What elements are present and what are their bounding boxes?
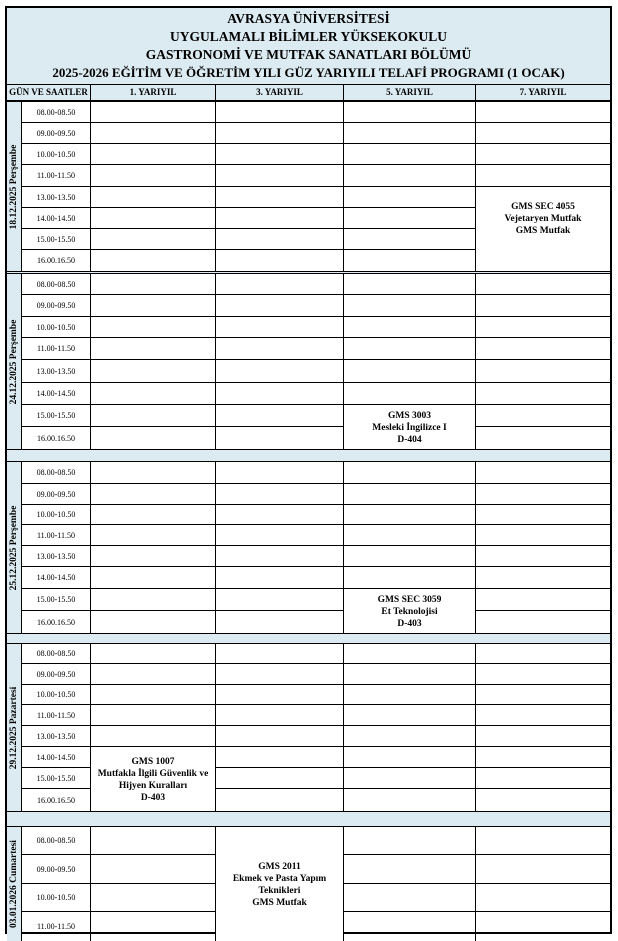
time-slot-row <box>22 338 610 360</box>
course-detail: Vejetaryen Mutfak <box>504 214 582 224</box>
schedule-cell <box>476 405 610 426</box>
course-detail: D-403 <box>140 792 166 803</box>
course-block-gms-sec-4055 <box>476 188 610 250</box>
time-slot-label: 10.00-10.50 <box>22 685 91 704</box>
schedule-cell <box>91 165 216 186</box>
schedule-cell <box>216 589 344 610</box>
time-slot-label: 08.00-08.50 <box>22 102 91 122</box>
schedule-cell <box>344 855 476 883</box>
time-slot-label: 10.00-10.50 <box>22 144 91 164</box>
schedule-cell <box>344 187 476 207</box>
schedule-cell <box>476 274 610 294</box>
column-header-day-time: GÜN VE SAATLER <box>7 85 91 100</box>
schedule-cell <box>476 250 610 271</box>
column-header-row <box>7 85 610 102</box>
schedule-cell <box>476 664 610 684</box>
time-slot-label: 16.00.16.50 <box>22 611 91 633</box>
day-block <box>7 827 610 941</box>
schedule-cell <box>216 768 344 788</box>
schedule-cell <box>344 726 476 746</box>
day-block <box>7 102 610 271</box>
schedule-cell <box>476 165 610 186</box>
time-slot-label: 11.00-11.50 <box>22 165 91 186</box>
schedule-cell <box>344 165 476 186</box>
schedule-cell <box>91 546 216 566</box>
day-label <box>7 102 22 271</box>
schedule-cell <box>91 123 216 143</box>
schedule-cell <box>476 123 610 143</box>
time-slot-row <box>22 705 610 726</box>
schedule-cell <box>91 685 216 704</box>
time-slot-row <box>22 405 610 427</box>
schedule-cell <box>91 250 216 271</box>
day-label-text: 29.12.2025 Pazartesi <box>9 686 19 769</box>
schedule-cell <box>91 427 216 449</box>
schedule-cell <box>216 567 344 588</box>
schedule-cell <box>91 884 216 911</box>
schedule-cell <box>476 827 610 854</box>
schedule-cell <box>216 187 344 207</box>
day-label <box>7 827 22 941</box>
schedule-cell <box>216 144 344 164</box>
schedule-cell <box>344 705 476 725</box>
course-code: GMS 2011 <box>258 861 301 872</box>
schedule-cell <box>476 768 610 788</box>
schedule-header <box>7 8 610 85</box>
time-slot-label: 14.00-14.50 <box>22 383 91 404</box>
schedule-cell <box>216 789 344 811</box>
schedule-cell <box>476 912 610 941</box>
day-label <box>7 462 22 633</box>
time-slot-row <box>22 589 610 611</box>
time-slot-label: 13.00-13.50 <box>22 187 91 207</box>
schedule-cell <box>476 484 610 504</box>
time-slot-label: 09.00-09.50 <box>22 295 91 316</box>
schedule-cell <box>216 644 344 663</box>
course-block-gms-1007 <box>91 748 216 811</box>
schedule-cell <box>91 567 216 588</box>
schedule-cell <box>344 484 476 504</box>
schedule-cell <box>91 827 216 854</box>
schedule-cell <box>476 462 610 483</box>
schedule-cell <box>91 383 216 404</box>
course-detail: D-404 <box>397 434 422 445</box>
schedule-cell <box>91 462 216 483</box>
schedule-cell <box>91 505 216 524</box>
time-slot-row <box>22 567 610 589</box>
schedule-cell <box>476 144 610 164</box>
schedule-cell <box>344 102 476 122</box>
schedule-cell <box>476 644 610 663</box>
university-title: AVRASYA ÜNİVERSİTESİ <box>227 11 390 26</box>
time-slot-row <box>22 644 610 664</box>
time-slot-row <box>22 664 610 685</box>
time-slot-label: 10.00-10.50 <box>22 884 91 911</box>
course-code: GMS 1007 <box>131 756 175 767</box>
schedule-cell <box>91 295 216 316</box>
course-detail: Ekmek ve Pasta Yapım <box>232 873 327 884</box>
time-slot-label: 09.00-09.50 <box>22 855 91 883</box>
schedule-cell <box>216 705 344 725</box>
schedule-cell <box>476 611 610 633</box>
schedule-cell <box>91 705 216 725</box>
day-block <box>7 644 610 811</box>
schedule-cell <box>216 208 344 228</box>
time-slot-label: 15.00-15.50 <box>22 405 91 426</box>
schedule-cell <box>91 187 216 207</box>
day-block <box>7 462 610 633</box>
schedule-cell <box>216 546 344 566</box>
time-slot-row <box>22 360 610 383</box>
schedule-cell <box>216 505 344 524</box>
schedule-cell <box>216 405 344 426</box>
schedule-cell <box>344 274 476 294</box>
time-slot-label: 09.00-09.50 <box>22 484 91 504</box>
schedule-cell <box>91 208 216 228</box>
schedule-cell <box>344 505 476 524</box>
schedule-cell <box>476 884 610 911</box>
time-slot-row <box>22 427 610 449</box>
time-slot-row <box>22 123 610 144</box>
schedule-cell <box>344 229 476 249</box>
schedule-cell <box>476 789 610 811</box>
schedule-cell <box>344 317 476 337</box>
time-slot-label: 16.00.16.50 <box>22 427 91 449</box>
column-header-semester-5: 5. YARIYIL <box>344 85 476 100</box>
schedule-cell <box>344 144 476 164</box>
schedule-cell <box>91 726 216 746</box>
schedule-cell <box>344 789 476 811</box>
time-slot-row <box>22 505 610 525</box>
course-block-gms-3003 <box>344 406 476 449</box>
time-slot-label: 10.00-10.50 <box>22 317 91 337</box>
schedule-cell <box>476 295 610 316</box>
schedule-cell <box>216 383 344 404</box>
schedule-cell <box>216 747 344 767</box>
schedule-cell <box>216 165 344 186</box>
schedule-cell <box>476 427 610 449</box>
schedule-cell <box>216 338 344 359</box>
schedule-cell <box>476 546 610 566</box>
schedule-cell <box>91 855 216 883</box>
time-slot-row <box>22 383 610 405</box>
schedule-cell <box>344 884 476 911</box>
schedule-cell <box>344 525 476 545</box>
schedule-cell <box>216 664 344 684</box>
course-detail: Hijyen Kuralları <box>118 780 188 791</box>
schedule-cell <box>344 338 476 359</box>
schedule-cell <box>476 855 610 883</box>
schedule-cell <box>344 768 476 788</box>
day-block <box>7 274 610 449</box>
schedule-cell <box>344 912 476 941</box>
day-label <box>7 274 22 449</box>
time-slot-label: 14.00-14.50 <box>22 567 91 588</box>
schedule-cell <box>344 664 476 684</box>
schedule-cell <box>476 705 610 725</box>
schedule-cell <box>344 546 476 566</box>
schedule-cell <box>91 525 216 545</box>
course-detail: Et Teknolojisi <box>381 606 438 617</box>
column-header-semester-1: 1. YARIYIL <box>91 85 216 100</box>
day-label-text: 25.12.2025 Perşembe <box>9 505 19 590</box>
time-slot-label: 11.00-11.50 <box>22 705 91 725</box>
schedule-cell <box>344 208 476 228</box>
time-slot-label: 08.00-08.50 <box>22 462 91 483</box>
course-code: GMS SEC 3059 <box>377 594 442 605</box>
time-slot-label: 16.00.16.50 <box>22 789 91 811</box>
time-slot-row <box>22 484 610 505</box>
schedule-cell <box>344 685 476 704</box>
time-slot-label: 09.00-09.50 <box>22 664 91 684</box>
day-label <box>7 644 22 811</box>
course-code: GMS SEC 4055 <box>511 202 575 212</box>
schedule-cell <box>476 525 610 545</box>
time-slot-label: 11.00-11.50 <box>22 338 91 359</box>
course-detail: Mesleki İngilizce I <box>372 422 447 433</box>
schedule-cell <box>216 229 344 249</box>
column-header-semester-7: 7. YARIYIL <box>519 87 567 97</box>
schedule-cell <box>216 123 344 143</box>
schedule-cell <box>216 685 344 704</box>
time-slot-label: 11.00-11.50 <box>22 525 91 545</box>
course-block-gms-sec-3059 <box>344 590 476 633</box>
schedule-cell <box>476 505 610 524</box>
time-slot-row <box>22 102 610 123</box>
course-detail: Mutfakla İlgili Güvenlik ve <box>97 768 209 779</box>
time-slot-label: 16.00.16.50 <box>22 250 91 271</box>
time-slot-row <box>22 295 610 317</box>
schedule-cell <box>476 726 610 746</box>
time-slot-label: 14.00-14.50 <box>22 747 91 767</box>
schedule-cell <box>476 383 610 404</box>
time-slot-label: 13.00-13.50 <box>22 546 91 566</box>
schedule-cell <box>476 317 610 337</box>
schedule-cell <box>91 484 216 504</box>
schedule-cell <box>91 644 216 663</box>
schedule-cell <box>344 827 476 854</box>
schedule-cell <box>91 274 216 294</box>
schedule-cell <box>91 611 216 633</box>
schedule-cell <box>216 726 344 746</box>
time-slot-row <box>22 317 610 338</box>
time-slot-label: 11.00-11.50 <box>22 912 91 941</box>
schedule-cell <box>476 747 610 767</box>
time-slot-row <box>22 144 610 165</box>
schedule-cell <box>91 317 216 337</box>
schedule-cell <box>344 462 476 483</box>
schedule-cell <box>344 644 476 663</box>
time-slot-row <box>22 546 610 567</box>
schedule-cell <box>216 317 344 337</box>
schedule-cell <box>216 611 344 633</box>
schedule-cell <box>344 747 476 767</box>
schedule-cell <box>91 144 216 164</box>
schedule-cell <box>476 360 610 382</box>
time-slot-label: 09.00-09.50 <box>22 123 91 143</box>
day-separator <box>7 811 610 827</box>
time-slot-row <box>22 250 610 271</box>
schedule-cell <box>476 338 610 359</box>
course-detail: Teknikleri <box>258 885 301 896</box>
schedule-cell <box>344 383 476 404</box>
schedule-cell <box>344 567 476 588</box>
time-slot-row <box>22 525 610 546</box>
time-slot-label: 13.00-13.50 <box>22 726 91 746</box>
schedule-cell <box>91 338 216 359</box>
day-separator <box>7 633 610 644</box>
schedule-cell <box>216 360 344 382</box>
course-detail: GMS Mutfak <box>515 226 571 236</box>
day-separator <box>7 449 610 462</box>
time-slot-label: 08.00-08.50 <box>22 644 91 663</box>
day-label-text: 24.12.2025 Perşembe <box>9 319 19 404</box>
schedule-cell <box>91 405 216 426</box>
time-slot-label: 14.00-14.50 <box>22 208 91 228</box>
schedule-cell <box>91 102 216 122</box>
department-title: GASTRONOMİ VE MUTFAK SANATLARI BÖLÜMÜ <box>145 47 472 62</box>
schedule-cell <box>91 229 216 249</box>
course-detail: GMS Mutfak <box>252 897 307 908</box>
time-slot-row <box>22 611 610 633</box>
schedule-cell <box>476 685 610 704</box>
time-slot-row <box>22 726 610 747</box>
time-slot-label: 15.00-15.50 <box>22 229 91 249</box>
schedule-cell <box>216 250 344 271</box>
time-slot-row <box>22 274 610 295</box>
schedule-cell <box>91 589 216 610</box>
schedule-cell <box>476 589 610 610</box>
time-slot-label: 13.00-13.50 <box>22 360 91 382</box>
day-label-text: 18.12.2025 Perşembe <box>9 144 19 229</box>
schedule-cell <box>216 525 344 545</box>
schedule-cell <box>344 295 476 316</box>
time-slot-label: 15.00-15.50 <box>22 768 91 788</box>
schedule-sheet <box>5 6 612 934</box>
course-block-gms-2011 <box>216 828 344 941</box>
time-slot-row <box>22 685 610 705</box>
day-label-text: 03.01.2026 Cumartesi <box>9 840 19 928</box>
schedule-cell <box>476 102 610 122</box>
schedule-cell <box>476 567 610 588</box>
time-slot-label: 08.00-08.50 <box>22 827 91 854</box>
schedule-cell <box>216 462 344 483</box>
column-header-semester-3: 3. YARIYIL <box>216 85 344 100</box>
schedule-cell <box>216 274 344 294</box>
schedule-cell <box>344 123 476 143</box>
time-slot-row <box>22 462 610 484</box>
school-title: UYGULAMALI BİLİMLER YÜKSEKOKULU <box>169 29 448 44</box>
schedule-cell <box>91 664 216 684</box>
time-slot-label: 15.00-15.50 <box>22 589 91 610</box>
schedule-cell <box>216 427 344 449</box>
schedule-cell <box>216 484 344 504</box>
time-slot-label: 10.00-10.50 <box>22 505 91 524</box>
schedule-cell <box>91 360 216 382</box>
schedule-cell <box>216 295 344 316</box>
schedule-cell <box>216 102 344 122</box>
schedule-cell <box>91 912 216 941</box>
program-title: 2025-2026 EĞİTİM VE ÖĞRETİM YILI GÜZ YARIYILI TELAFİ PROGRAMI (1 OCAK) <box>52 65 565 80</box>
schedule-cell <box>344 250 476 271</box>
time-slot-label: 08.00-08.50 <box>22 274 91 294</box>
course-code: GMS 3003 <box>387 410 431 421</box>
schedule-cell <box>344 360 476 382</box>
course-detail: D-403 <box>397 618 422 629</box>
time-slot-row <box>22 165 610 187</box>
